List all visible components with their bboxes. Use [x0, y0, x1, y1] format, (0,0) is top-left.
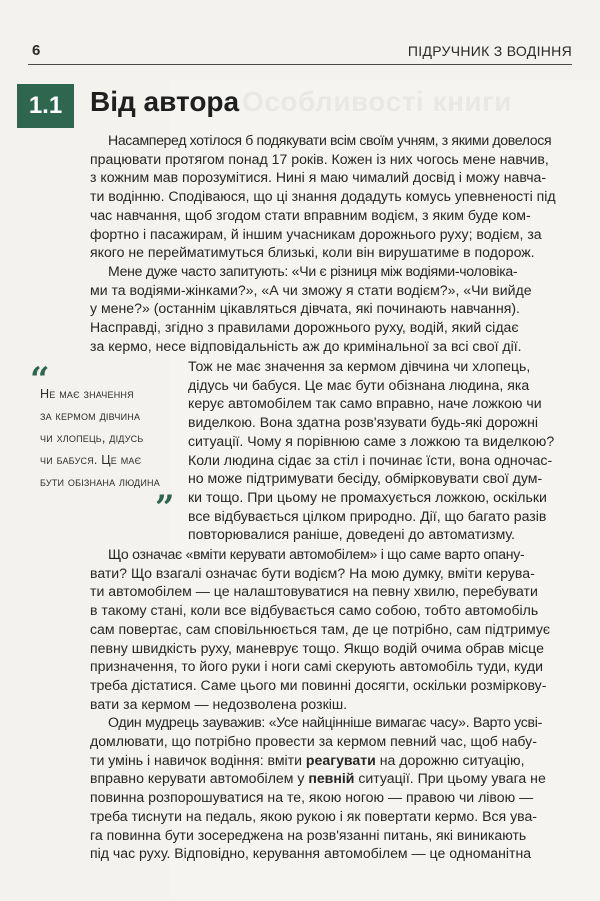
text-line: ти умінь і навичок водіння: вміти реагувати на дорожню ситуацію, [90, 751, 525, 768]
text-line: Насправді, згідно з правилами дорожнього руху, водій, який сідає [90, 319, 519, 336]
text-line: повинна розпорошуватися на те, якою ногою — правою чи лівою — [90, 789, 534, 806]
text-line: вати за кермом — недозволена розкіш. [90, 695, 348, 712]
text-block-top [90, 131, 569, 355]
text-line: керує автомобілем так само вправно, наче ложкою чи [188, 395, 542, 412]
ghost-heading: Особливості книги [242, 86, 512, 117]
text-line: га повинна бути зосереджена на розв'язанні питань, які виникають [90, 826, 527, 843]
text-line: ситуації. Чому я порівнюю саме з ложкою та виделкою? [188, 432, 555, 449]
quote-line: за кермом дівчина [40, 409, 141, 423]
text-line: Коли людина сідає за стіл і починає їсти, вона одночас- [188, 451, 553, 468]
text-line: у мене?» (останнім цікавляться дівчата, які починають навчання). [90, 300, 520, 317]
text-line: Тож не має значення за кермом дівчина чи хлопець, [188, 358, 531, 374]
page-number: 6 [32, 42, 41, 59]
text-line: вати? Що взагалі означає бути водієм? На мою думку, вміти керува- [90, 564, 535, 581]
text-line: за кермо, несе відповідальність аж до кримінальної за всі свої дії. [90, 337, 522, 354]
text-line: під час руху. Відповідно, керування автомобілем — це одноманітна [90, 845, 532, 862]
text-line: час навчання, щоб згодом стати вправним водієм, з яким буде ком- [90, 206, 531, 223]
text-line: якого не перейматимуться близькі, коли він вирушатиме в подорож. [90, 244, 535, 261]
text-line: повторювалися раніше, доведені до автоматизму. [188, 526, 515, 543]
text-line: сам повертає, сам сповільнюється там, де це потрібно, сам підтримує [90, 620, 551, 637]
text-line: Один мудрець зауважив: «Усе найцінніше вимагає часу». Варто усві- [108, 714, 543, 731]
quote-line: бути обізнана людина [40, 475, 160, 489]
text-line: фортно і пасажирам, й іншим учасникам дорожнього руху; водієм, за [90, 225, 542, 242]
quote-line: чи хлопець, дідусь [40, 431, 144, 445]
text-line: вправно керувати автомобілем у певній ситуації. При цьому увага не [90, 770, 546, 787]
text-line: з кожним мав порозумітися. Нині я маю чималий досвід і можу навча- [90, 169, 547, 186]
text-line: в такому стані, коли все відбувається само собою, тобто автомобіль [90, 602, 539, 619]
running-title: ПІДРУЧНИК З ВОДІННЯ [407, 43, 572, 59]
section-number-badge: 1.1 [17, 84, 74, 128]
text-line: Що означає «вміти керувати автомобілем» і що саме варто опану- [108, 546, 525, 562]
text-line: дідусь чи бабуся. Це має бути обізнана людина, яка [188, 376, 530, 393]
text-line: працювати протягом понад 17 років. Кожен із них чогось мене навчив, [90, 150, 549, 167]
text-block-bottom [90, 545, 569, 863]
text-line: Мене дуже часто запитують: «Чи є різниця між водіями-чоловіка- [108, 262, 518, 279]
pull-quote-text [40, 383, 195, 493]
text-line: треба дістатися. Саме цього ми повинні досягти, оскільки розміркову- [90, 676, 547, 693]
quote-line: Не має значення [40, 387, 134, 401]
text-line: ки тощо. При цьому не промахується ложкою, оскільки [188, 488, 547, 505]
emphasis-certain: певній [308, 770, 355, 787]
text-line: все відбувається цілком природно. Дії, що багато разів [188, 507, 547, 524]
section-title: Від автора [90, 86, 240, 117]
close-quote-icon: ” [155, 488, 175, 528]
text-line: ти водінню. Сподіваюся, що ці знання додадуть комусь упевненості під [90, 188, 556, 205]
text-block-narrow [188, 357, 569, 544]
text-line: домлювати, що потрібно провести за кермом певний час, щоб набу- [90, 733, 537, 750]
text-line: ми та водіями-жінками?», «А чи зможу я стати водієм?», «Чи вийде [90, 281, 532, 298]
text-line: но може підтримувати бесіду, обмірковувати свої дум- [188, 470, 543, 487]
quote-line: чи бабуся. Це має [40, 453, 142, 467]
text-line: Насамперед хотілося б подякувати всім своїм учням, з якими довелося [108, 132, 552, 148]
text-line: певну швидкість руху, маневрує тощо. Якщо водій очима обрав місце [90, 639, 544, 656]
text-line: виделкою. Вона здатна розв'язувати будь-які дорожні [188, 414, 539, 431]
open-quote-icon: “ [30, 360, 50, 400]
emphasis-react: реагувати [305, 751, 376, 768]
text-line: призначення, то його руки і ноги самі скерують автомобіль туди, куди [90, 658, 543, 675]
text-line: ти автомобілем — це налаштовуватися на певну хвилю, перебувати [90, 583, 538, 600]
page-header [28, 40, 572, 65]
text-line: треба тиснути на педаль, якою рукою і як повертати кермо. Вся ува- [90, 807, 537, 824]
